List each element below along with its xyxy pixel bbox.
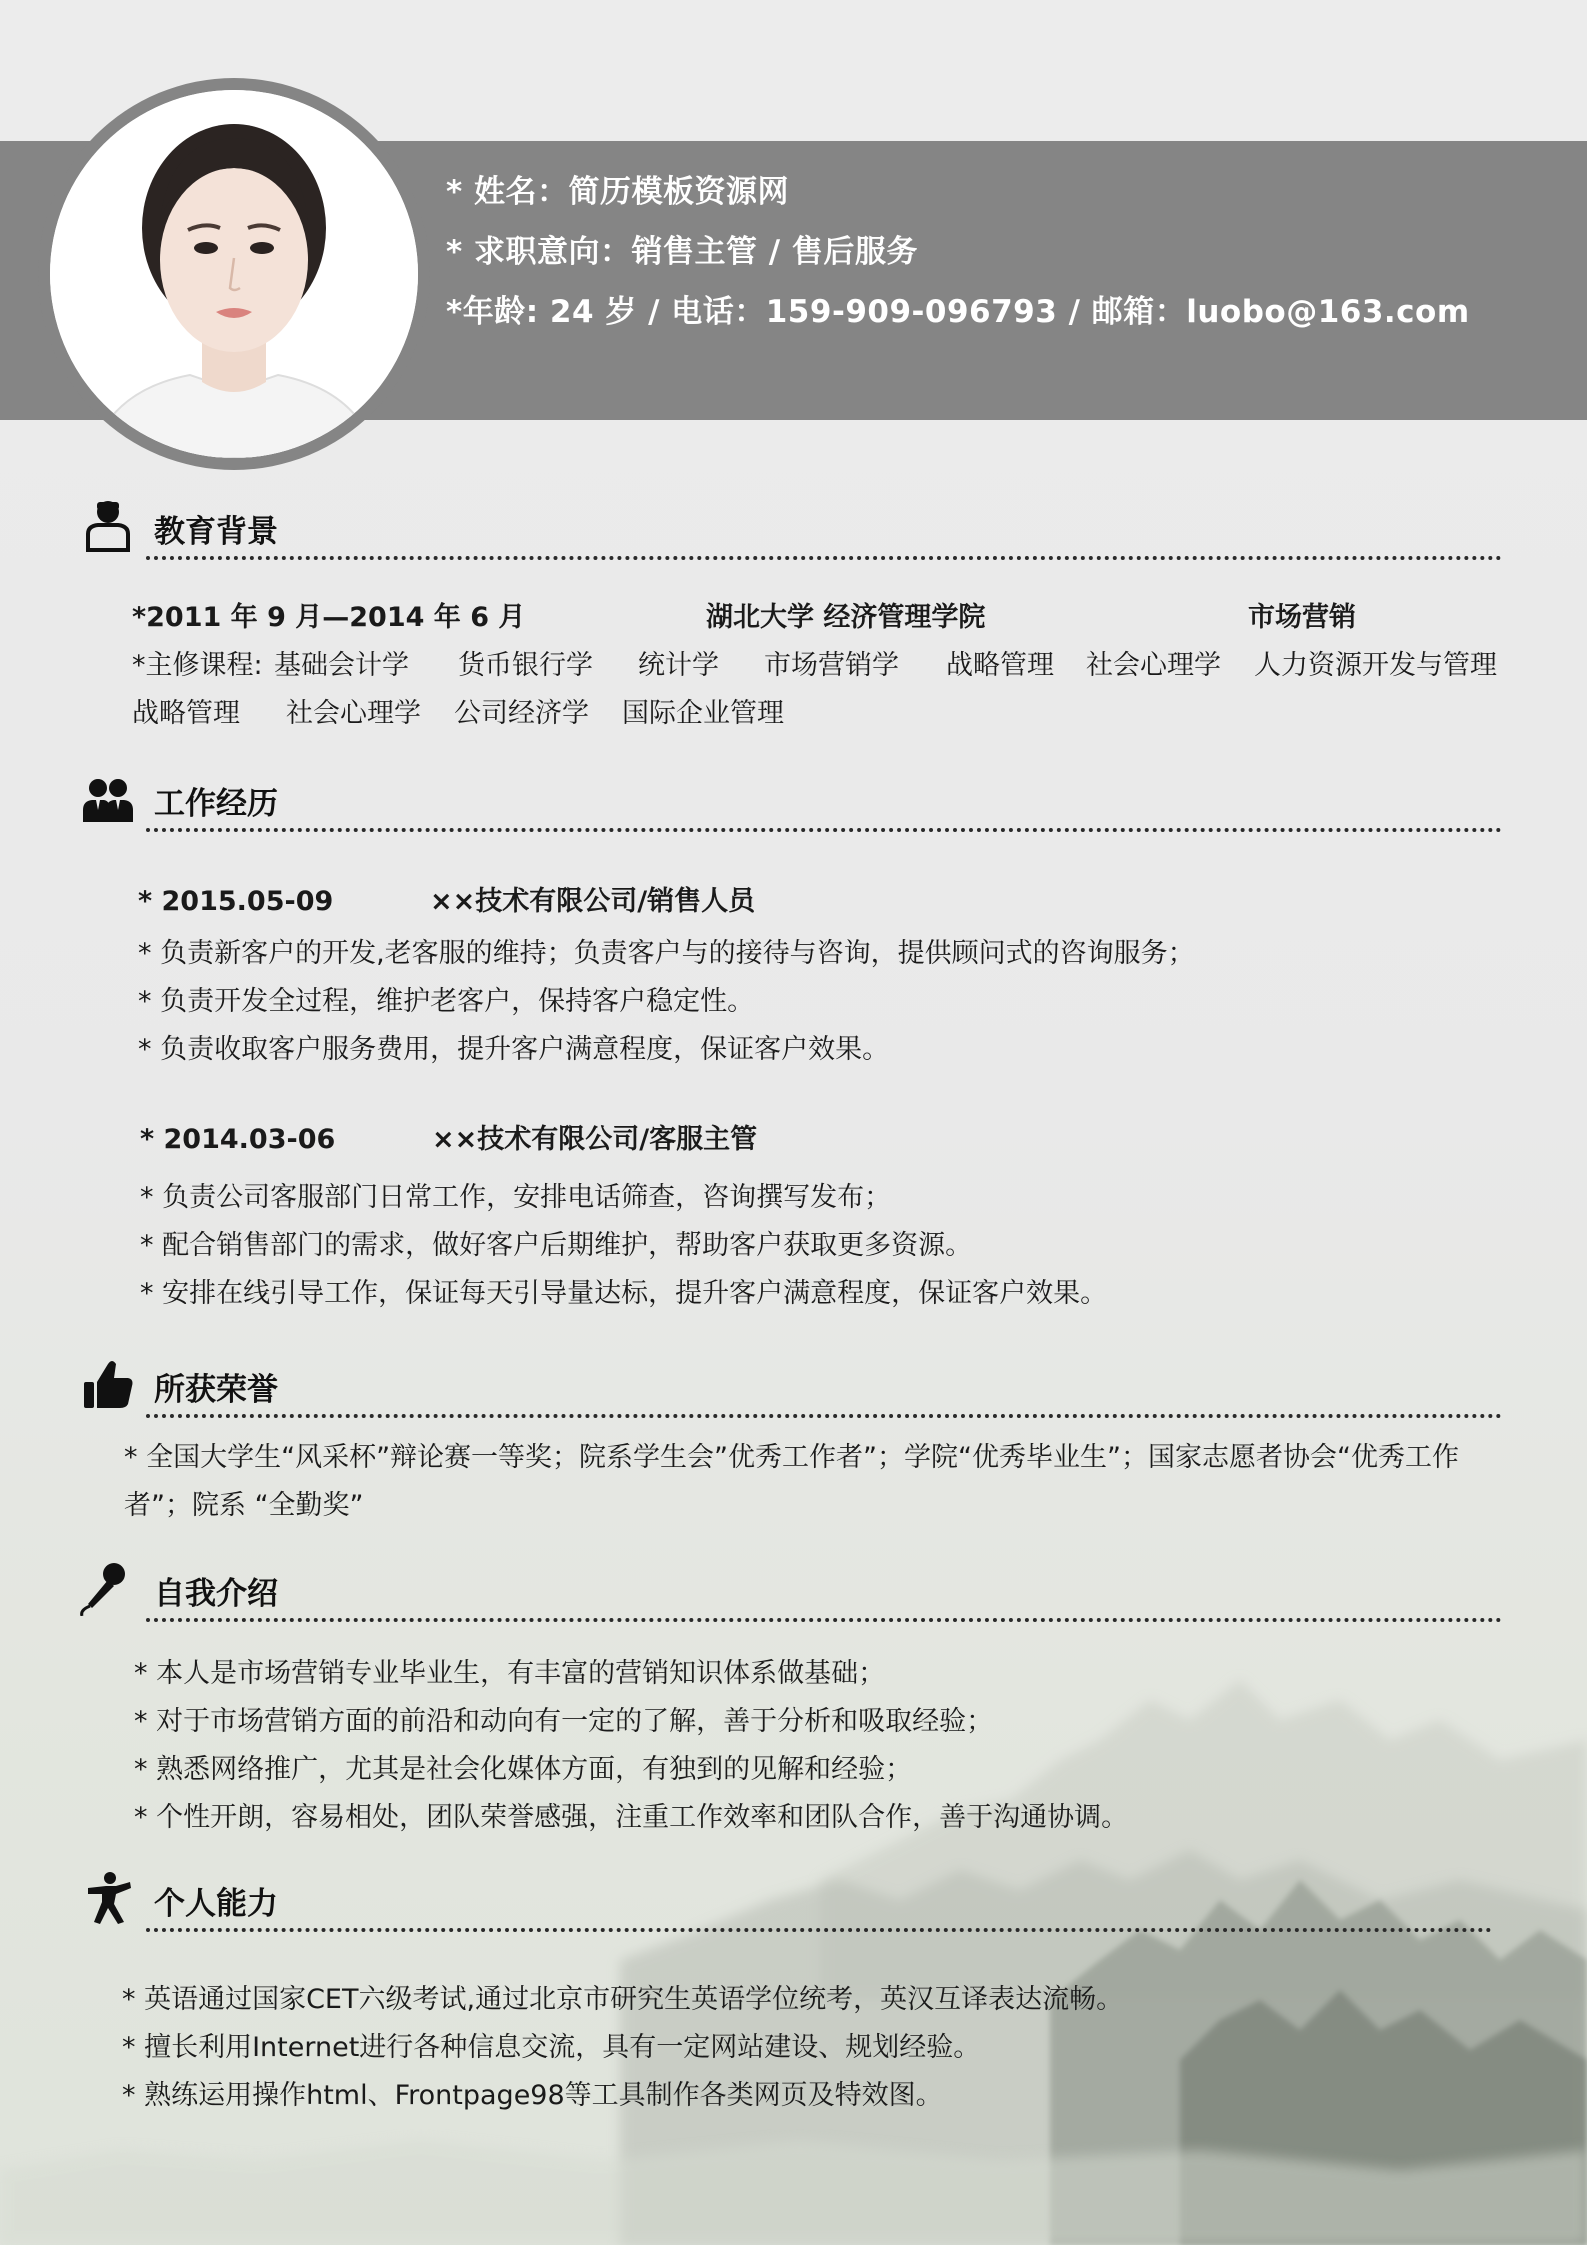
education-school: 湖北大学 经济管理学院 [706,602,986,633]
job-objective-line: * 求职意向：销售主管 / 售后服务 [446,234,918,270]
person-icon [82,498,134,554]
job-duty: * 负责公司客服部门日常工作，安排电话筛查，咨询撰写发布； [140,1182,892,1213]
dotted-divider [146,556,1502,560]
course-item: 市场营销学 [764,650,899,681]
dotted-divider [146,1414,1502,1418]
job-duty: * 负责新客户的开发,老客服的维持；负责客户与的接待与咨询，提供顾问式的咨询服务； [138,938,1195,969]
running-person-icon [82,1870,134,1926]
courses-label: *主修课程: [132,650,263,681]
section-header [82,1352,1502,1420]
dotted-divider [146,1618,1502,1622]
skill-item: * 英语通过国家CET六级考试,通过北京市研究生英语学位统考，英汉互译表达流畅。 [122,1984,1124,2015]
section-title: 工作经历 [154,786,278,822]
job-date: * 2014.03-06 [140,1124,336,1155]
course-item: 国际企业管理 [622,698,784,729]
course-item: 人力资源开发与管理 [1254,650,1497,681]
job-date: * 2015.05-09 [138,886,334,917]
job-company: ××技术有限公司/客服主管 [432,1124,758,1155]
course-item: 社会心理学 [286,698,421,729]
section-title: 所获荣誉 [154,1372,278,1408]
dotted-divider [146,1928,1492,1932]
job-duty: * 配合销售部门的需求，做好客户后期维护，帮助客户获取更多资源。 [140,1230,973,1261]
job-company: ××技术有限公司/销售人员 [430,886,756,917]
contact-line: *年龄: 24 岁 / 电话：159-909-096793 / 邮箱：luobo@163.com [446,294,1470,330]
section-header [82,1556,1502,1624]
team-icon [82,770,134,826]
skill-item: * 熟练运用操作html、Frontpage98等工具制作各类网页及特效图。 [122,2080,943,2111]
education-section [82,494,1502,562]
dotted-divider [146,828,1502,832]
course-item: 货币银行学 [458,650,593,681]
course-item: 社会心理学 [1086,650,1221,681]
work-section [82,766,1502,834]
course-item: 基础会计学 [274,650,409,681]
course-item: 战略管理 [132,698,240,729]
microphone-icon [78,1560,130,1616]
honors-text: * 全国大学生“风采杯”辩论赛一等奖；院系学生会”优秀工作者”；学院“优秀毕业生”；国家志愿者协会“优秀工作者”；院系 “全勤奖” [124,1442,1459,1521]
skills-section [82,1866,1492,1934]
intro-item: * 对于市场营销方面的前沿和动向有一定的了解，善于分析和吸取经验； [134,1706,994,1737]
intro-item: * 熟悉网络推广，尤其是社会化媒体方面，有独到的见解和经验； [134,1754,913,1785]
section-title: 个人能力 [154,1886,278,1922]
course-item: 战略管理 [946,650,1054,681]
education-period: *2011 年 9 月—2014 年 6 月 [132,602,526,633]
honors-section [82,1352,1502,1420]
course-item: 统计学 [638,650,719,681]
education-major: 市场营销 [1248,602,1356,633]
intro-item: * 个性开朗，容易相处，团队荣誉感强，注重工作效率和团队合作，善于沟通协调。 [134,1802,1129,1833]
section-title: 教育背景 [154,514,278,550]
section-header [82,1866,1492,1934]
job-duty: * 负责开发全过程，维护老客户，保持客户稳定性。 [138,986,755,1017]
name-line: * 姓名：简历模板资源网 [446,174,790,210]
job-duty: * 负责收取客户服务费用，提升客户满意程度，保证客户效果。 [138,1034,890,1065]
thumbs-up-icon [82,1356,134,1412]
course-item: 公司经济学 [454,698,589,729]
skill-item: * 擅长利用Internet进行各种信息交流，具有一定网站建设、规划经验。 [122,2032,981,2063]
section-title: 自我介绍 [154,1576,278,1612]
section-header [82,494,1502,562]
profile-photo [50,90,418,458]
job-duty: * 安排在线引导工作，保证每天引导量达标，提升客户满意程度，保证客户效果。 [140,1278,1108,1309]
section-header [82,766,1502,834]
intro-section [82,1556,1502,1624]
intro-item: * 本人是市场营销专业毕业生，有丰富的营销知识体系做基础； [134,1658,886,1689]
